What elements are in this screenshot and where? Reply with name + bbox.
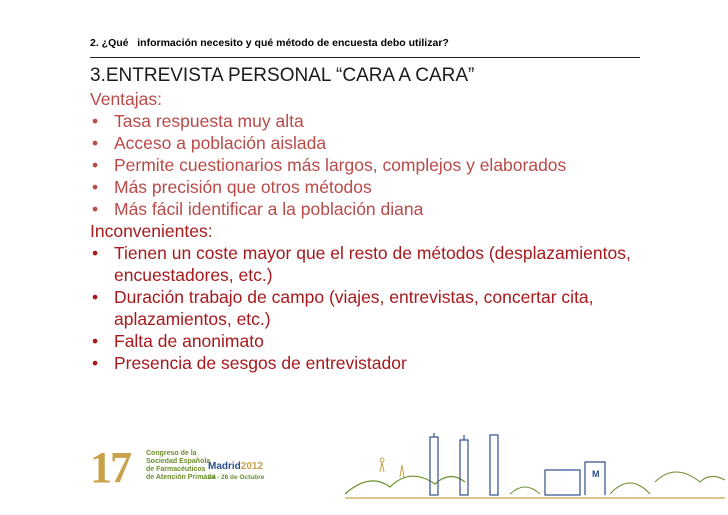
header-divider bbox=[90, 57, 640, 58]
congress-organization bbox=[146, 450, 216, 482]
slide-content bbox=[90, 64, 690, 374]
madrid-skyline-illustration bbox=[340, 432, 728, 502]
list-item: • Falta de anonimato bbox=[90, 330, 690, 352]
list-item: • Acceso a población aislada bbox=[90, 132, 690, 154]
list-item: • Tienen un coste mayor que el resto de métodos (desplazamientos, encuestadores, etc.) bbox=[90, 242, 690, 286]
list-item: • Tasa respuesta muy alta bbox=[90, 110, 690, 132]
inconvenientes-list bbox=[90, 242, 690, 374]
list-item: • Más precisión que otros métodos bbox=[90, 176, 690, 198]
org-line: de Farmacéuticos bbox=[146, 466, 206, 473]
org-line: de Atención Primaria bbox=[146, 474, 216, 481]
list-item: • Más fácil identificar a la población diana bbox=[90, 198, 690, 220]
list-item: • Presencia de sesgos de entrevistador bbox=[90, 352, 690, 374]
congress-dates: 24 - 26 de Octubre bbox=[208, 474, 265, 481]
org-line: Sociedad Española bbox=[146, 458, 211, 465]
congress-logo-number: 17 bbox=[90, 443, 130, 492]
svg-text:M: M bbox=[592, 469, 600, 479]
inconvenientes-heading: Inconvenientes: bbox=[90, 221, 213, 241]
list-item: • Duración trabajo de campo (viajes, entrevistas, concertar cita, aplazamientos, etc.) bbox=[90, 286, 690, 330]
list-item: • Permite cuestionarios más largos, complejos y elaborados bbox=[90, 154, 690, 176]
ventajas-list bbox=[90, 110, 690, 220]
org-line: Congreso de la bbox=[146, 450, 197, 457]
slide-title: 3.ENTREVISTA PERSONAL “CARA A CARA” bbox=[90, 65, 475, 86]
slide-header: 2. ¿Qué información necesito y qué método de encuesta debo utilizar? bbox=[90, 37, 449, 49]
congress-year: 2012 bbox=[240, 461, 264, 472]
congress-city bbox=[208, 461, 263, 472]
ventajas-heading: Ventajas: bbox=[90, 89, 162, 109]
city-name: Madrid bbox=[208, 461, 241, 472]
